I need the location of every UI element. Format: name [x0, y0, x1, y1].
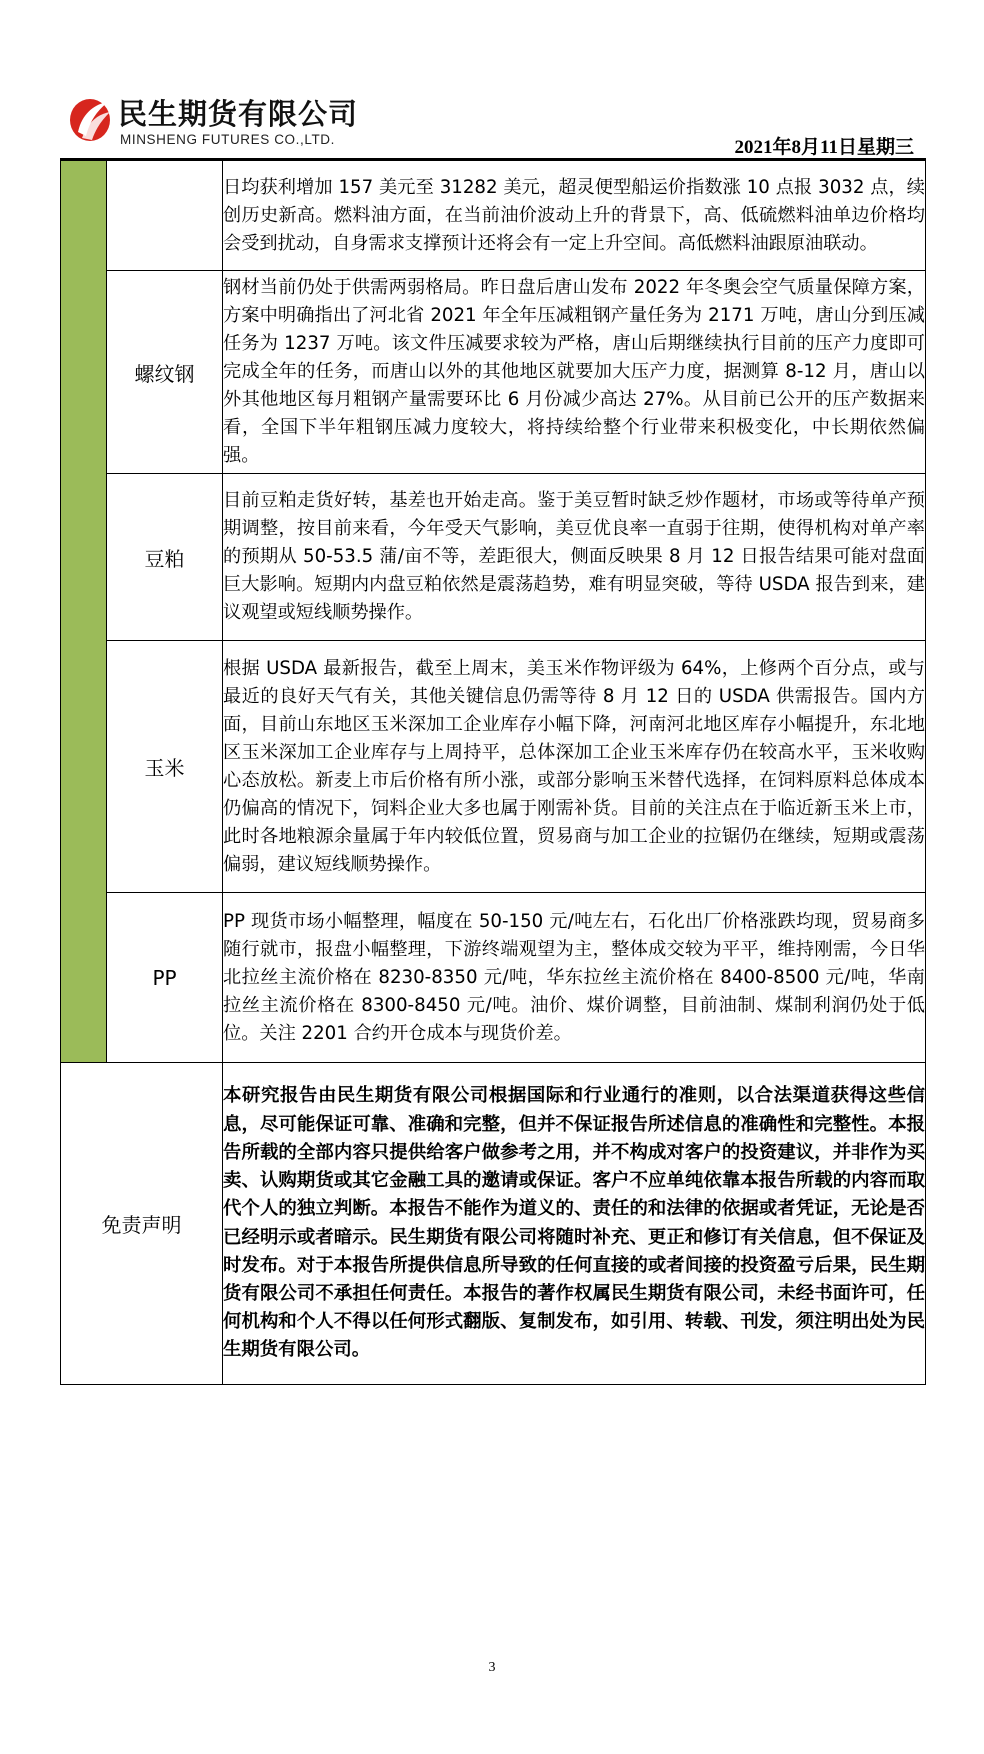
company-name-cn: 民生期货有限公司 — [118, 97, 359, 131]
category-label: 豆粕 — [107, 474, 223, 641]
sector-color-cell — [61, 161, 107, 1063]
category-label — [107, 161, 223, 271]
category-label: PP — [107, 893, 223, 1063]
table-row — [61, 474, 926, 641]
commentary-text: 目前豆粕走货好转，基差也开始走高。鉴于美豆暂时缺乏炒作题材，市场或等待单产预期调整，按目前来看，今年受天气影响，美豆优良率一直弱于往期，使得机构对单产率的预期从 50-53.5 蒲/亩不等，差距很大，侧面反映果 8 月 12 日报告结果可能对盘面巨大影响。短期内内盘豆粕依然是震荡趋势，难有明显突破，等待 USDA 报告到来，建议观望或短线顺势操作。 — [223, 474, 926, 641]
commentary-table — [60, 160, 926, 1385]
company-logo — [68, 92, 368, 152]
commentary-text: 钢材当前仍处于供需两弱格局。昨日盘后唐山发布 2022 年冬奥会空气质量保障方案，方案中明确指出了河北省 2021 年全年压减粗钢产量任务为 2171 万吨，唐山分到压减任务为 1237 万吨。该文件压减要求较为严格，唐山后期继续执行目前的压产力度即可完成全年的任务，而唐山以外的其他地区就要加大压产力度，据测算 8-12 月，唐山以外其他地区每月粗钢产量需要环比 6 月份减少高达 27%。从目前已公开的压产数据来看，全国下半年粗钢压减力度较大，将持续给整个行业带来积极变化，中长期依然偏强。 — [223, 271, 926, 474]
report-date: 2021年8月11日星期三 — [734, 137, 914, 158]
disclaimer-label: 免责声明 — [61, 1063, 223, 1385]
table-row — [61, 641, 926, 893]
disclaimer-row — [61, 1063, 926, 1385]
minsheng-logo-icon — [68, 92, 114, 148]
disclaimer-text: 本研究报告由民生期货有限公司根据国际和行业通行的准则，以合法渠道获得这些信息，尽可能保证可靠、准确和完整，但并不保证报告所述信息的准确性和完整性。本报告所载的全部内容只提供给客户做参考之用，并不构成对客户的投资建议，并非作为买卖、认购期货或其它金融工具的邀请或保证。客户不应单纯依靠本报告所载的内容而取代个人的独立判断。本报告不能作为道义的、责任的和法律的依据或者凭证，无论是否已经明示或者暗示。民生期货有限公司将随时补充、更正和修订有关信息，但不保证及时发布。对于本报告所提供信息所导致的任何直接的或者间接的投资盈亏后果，民生期货有限公司不承担任何责任。本报告的著作权属民生期货有限公司，未经书面许可，任何机构和个人不得以任何形式翻版、复制发布，如引用、转载、刊发，须注明出处为民生期货有限公司。 — [223, 1063, 926, 1385]
company-name-en: MINSHENG FUTURES CO.,LTD. — [120, 132, 336, 147]
table-row — [61, 893, 926, 1063]
page-number: 3 — [488, 1660, 496, 1675]
category-label: 玉米 — [107, 641, 223, 893]
category-label: 螺纹钢 — [107, 271, 223, 474]
table-row — [61, 271, 926, 474]
commentary-text: 日均获利增加 157 美元至 31282 美元，超灵便型船运价指数涨 10 点报 3032 点，续创历史新高。燃料油方面，在当前油价波动上升的背景下，高、低硫燃料油单边价格均会受到扰动，自身需求支撑预计还将会有一定上升空间。高低燃料油跟原油联动。 — [223, 161, 926, 271]
commentary-text: PP 现货市场小幅整理，幅度在 50-150 元/吨左右，石化出厂价格涨跌均现，贸易商多随行就市，报盘小幅整理，下游终端观望为主，整体成交较为平平，维持刚需，今日华北拉丝主流价格在 8230-8350 元/吨，华东拉丝主流价格在 8400-8500 元/吨，华南拉丝主流价格在 8300-8450 元/吨。油价、煤价调整，目前油制、煤制利润仍处于低位。关注 2201 合约开仓成本与现货价差。 — [223, 893, 926, 1063]
table-row — [61, 161, 926, 271]
commentary-text: 根据 USDA 最新报告，截至上周末，美玉米作物评级为 64%，上修两个百分点，或与最近的良好天气有关，其他关键信息仍需等待 8 月 12 日的 USDA 供需报告。国内方面，目前山东地区玉米深加工企业库存小幅下降，河南河北地区库存小幅提升，东北地区玉米深加工企业库存与上周持平，总体深加工企业玉米库存仍在较高水平，玉米收购心态放松。新麦上市后价格有所小涨，或部分影响玉米替代选择，在饲料原料总体成本仍偏高的情况下，饲料企业大多也属于刚需补货。目前的关注点在于临近新玉米上市，此时各地粮源余量属于年内较低位置，贸易商与加工企业的拉锯仍在继续，短期或震荡偏弱，建议短线顺势操作。 — [223, 641, 926, 893]
